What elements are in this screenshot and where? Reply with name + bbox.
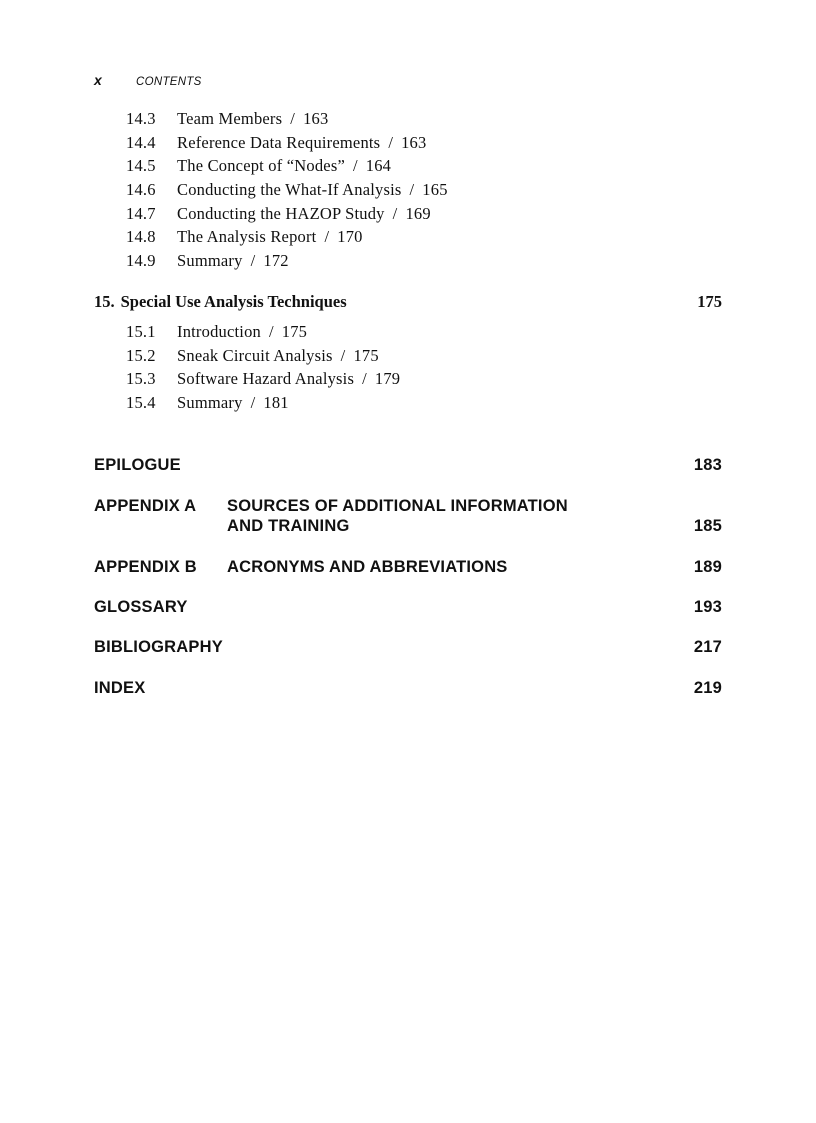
section-number: 15.2 <box>126 345 156 365</box>
epilogue-label: EPILOGUE <box>94 456 181 474</box>
page-separator: / <box>362 369 367 389</box>
toc-entry-14-8[interactable] <box>126 227 448 251</box>
chapter-page: 175 <box>697 292 722 311</box>
section-page: 181 <box>263 393 289 413</box>
index-page: 219 <box>693 679 722 697</box>
page-separator: / <box>290 109 296 128</box>
section-page: 170 <box>337 227 363 247</box>
section-title: The Analysis Report <box>177 227 317 247</box>
appendix-b-label: APPENDIX B <box>94 558 197 576</box>
section-page: 165 <box>422 180 448 200</box>
bibliography-label: BIBLIOGRAPHY <box>94 638 223 656</box>
toc-entry-14-3[interactable] <box>126 109 448 133</box>
toc-entry-15-2[interactable] <box>126 346 400 370</box>
running-title: CONTENTS <box>136 76 202 88</box>
page-folio: x <box>94 72 102 88</box>
section-number: 15.3 <box>126 369 156 389</box>
section-title: Team Members <box>177 109 283 128</box>
section-number: 14.7 <box>126 203 156 223</box>
toc-entry-14-6[interactable] <box>126 180 448 204</box>
appendix-a-title-line-2: AND TRAINING <box>227 517 350 535</box>
section-title: Reference Data Requirements <box>177 132 381 152</box>
section-page: 175 <box>281 322 308 341</box>
toc-entry-14-5[interactable] <box>126 156 448 180</box>
glossary-page: 193 <box>693 598 722 616</box>
bibliography-page: 217 <box>693 638 722 656</box>
section-number: 15.1 <box>126 322 156 341</box>
toc-glossary[interactable] <box>94 597 722 617</box>
toc-entry-14-4[interactable] <box>126 133 448 157</box>
appendix-b-page: 189 <box>693 558 722 576</box>
page-separator: / <box>352 156 358 176</box>
section-number: 15.4 <box>126 393 156 413</box>
toc-entry-14-9[interactable] <box>126 251 448 275</box>
toc-entry-15-1[interactable] <box>126 322 400 346</box>
toc-entry-15-3[interactable] <box>126 369 400 393</box>
section-page: 169 <box>405 203 431 223</box>
chapter-number: 15. <box>94 292 115 311</box>
section-title: Summary <box>177 251 243 271</box>
toc-chapter-15[interactable] <box>94 292 722 312</box>
section-page: 164 <box>365 156 392 176</box>
page-separator: / <box>250 251 256 271</box>
running-head <box>94 72 202 90</box>
appendix-a-page: 185 <box>693 517 722 535</box>
toc-appendix-a[interactable] <box>94 496 722 536</box>
section-page: 179 <box>374 369 401 389</box>
toc-entry-14-7[interactable] <box>126 204 448 228</box>
section-title: Introduction <box>177 322 261 341</box>
appendix-b-title: ACRONYMS AND ABBREVIATIONS <box>227 558 508 576</box>
section-page: 175 <box>353 345 379 365</box>
section-number: 14.4 <box>126 132 156 152</box>
section-page: 163 <box>303 109 329 128</box>
section-title: Software Hazard Analysis <box>177 369 355 389</box>
section-title: Conducting the HAZOP Study <box>177 203 385 223</box>
section-title: Conducting the What-If Analysis <box>177 180 402 200</box>
section-title: Summary <box>177 393 243 413</box>
chapter-14-section-list <box>126 109 448 275</box>
page-separator: / <box>340 345 346 365</box>
toc-appendix-b[interactable] <box>94 557 722 577</box>
epilogue-page: 183 <box>693 456 722 474</box>
chapter-title: Special Use Analysis Techniques <box>120 292 347 311</box>
appendix-a-title <box>227 496 694 536</box>
section-number: 14.8 <box>126 227 156 247</box>
page-separator: / <box>250 393 256 413</box>
page-separator: / <box>268 322 274 341</box>
section-page: 172 <box>263 251 289 271</box>
section-number: 14.9 <box>126 251 156 271</box>
index-label: INDEX <box>94 679 146 697</box>
chapter-15-section-list <box>126 322 400 417</box>
page-separator: / <box>392 203 398 223</box>
toc-bibliography[interactable] <box>94 637 722 657</box>
page-separator: / <box>388 132 394 152</box>
toc-index[interactable] <box>94 678 722 698</box>
toc-entry-15-4[interactable] <box>126 393 400 417</box>
section-number: 14.6 <box>126 180 156 200</box>
section-title: The Concept of “Nodes” <box>177 156 345 176</box>
page-separator: / <box>409 180 415 200</box>
appendix-a-title-line-1: SOURCES OF ADDITIONAL INFORMATION <box>227 497 568 515</box>
section-number: 14.5 <box>126 156 156 176</box>
appendix-a-label: APPENDIX A <box>94 497 197 515</box>
section-number: 14.3 <box>126 109 156 128</box>
section-page: 163 <box>401 132 427 152</box>
chapter-heading <box>94 292 347 312</box>
glossary-label: GLOSSARY <box>94 598 188 616</box>
toc-epilogue[interactable] <box>94 455 722 475</box>
page-separator: / <box>324 227 330 247</box>
section-title: Sneak Circuit Analysis <box>177 345 333 365</box>
